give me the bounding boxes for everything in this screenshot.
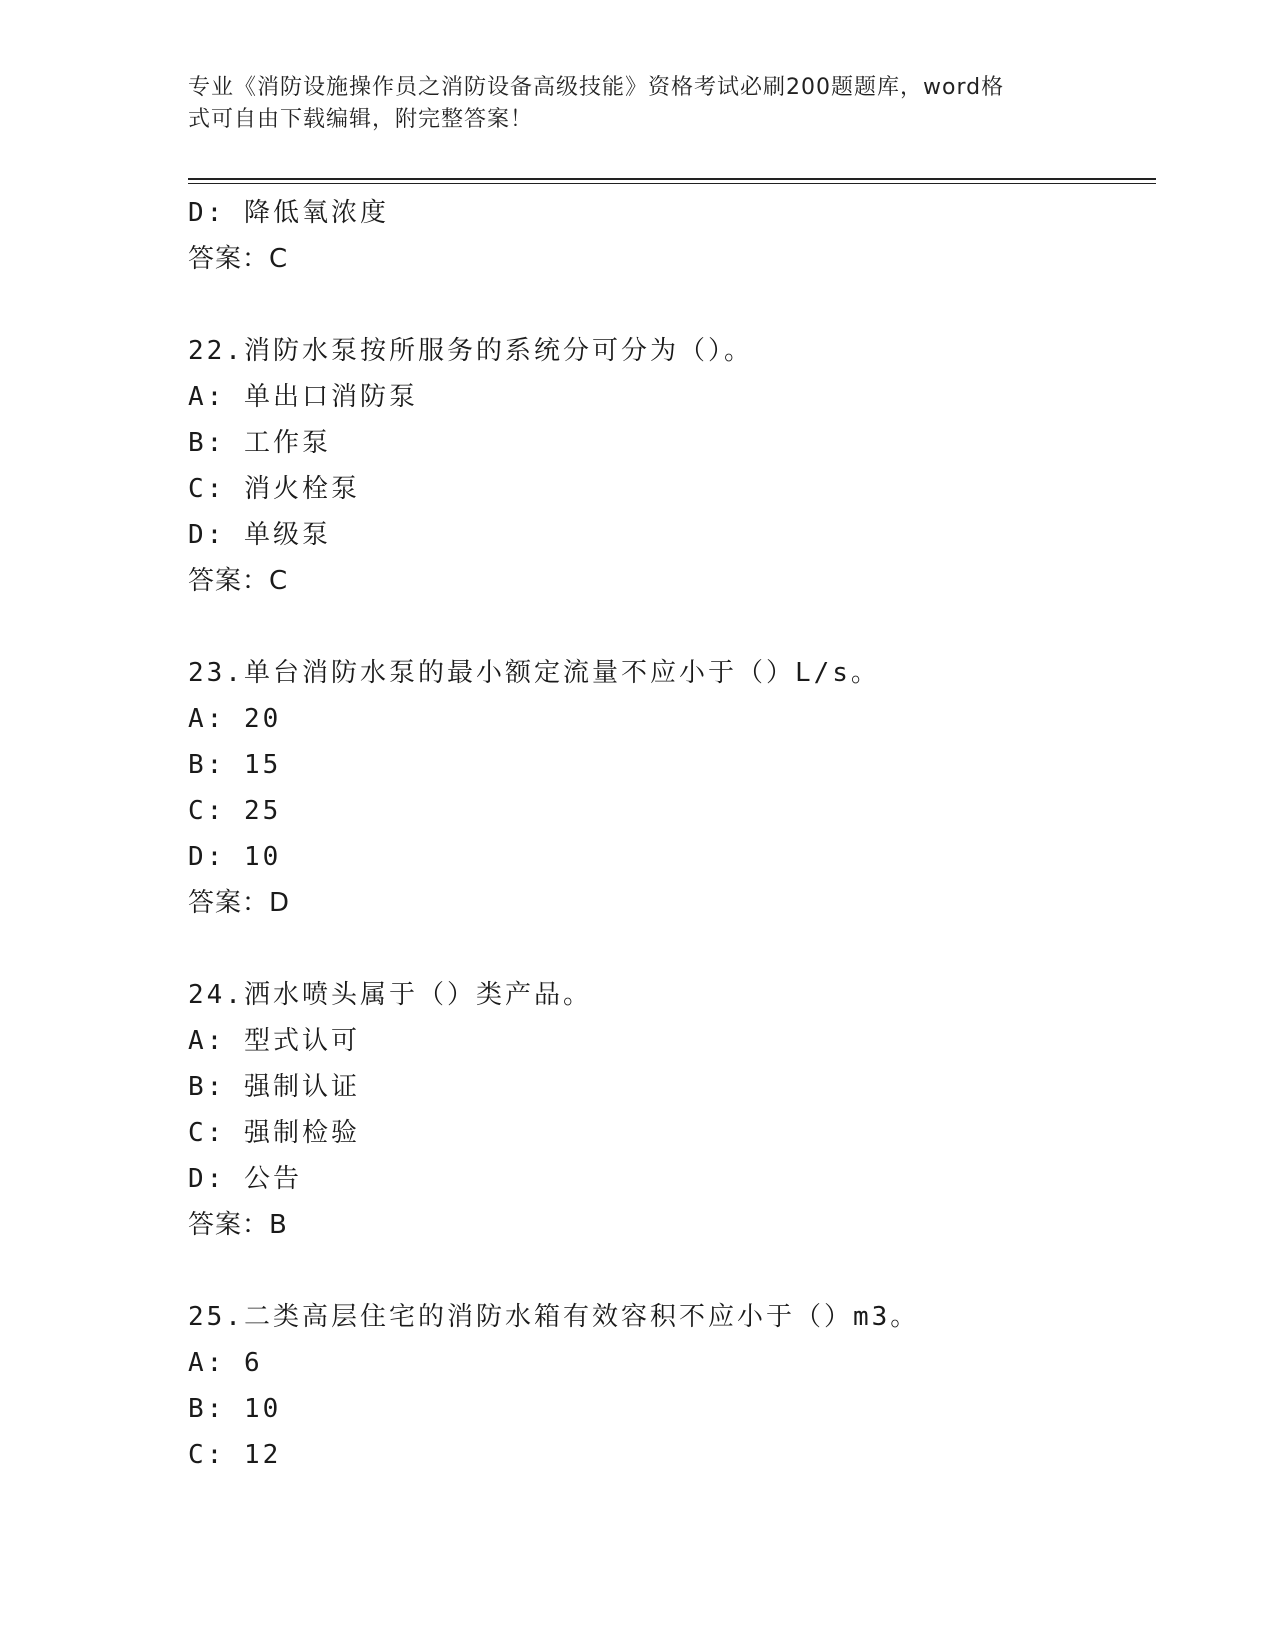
spacer (188, 604, 1156, 650)
spacer (188, 1248, 1156, 1294)
option-b: B: 工作泵 (188, 428, 331, 458)
question-23 (188, 650, 1156, 926)
header-divider-thin (188, 183, 1156, 184)
option-b: B: 15 (188, 750, 282, 780)
option-b: B: 强制认证 (188, 1072, 360, 1102)
spacer (188, 926, 1156, 972)
option-c: C: 12 (188, 1440, 282, 1470)
option-d: D: 公告 (188, 1164, 302, 1194)
header-line-2: 式可自由下载编辑，附完整答案！ (188, 107, 534, 132)
option-b: B: 10 (188, 1394, 282, 1424)
question-25 (188, 1294, 1156, 1478)
option-a: A: 型式认可 (188, 1026, 360, 1056)
option-c: C: 强制检验 (188, 1118, 360, 1148)
option-c: C: 消火栓泵 (188, 474, 360, 504)
answer-line: 答案：C (188, 566, 289, 596)
question-stem: 23.单台消防水泵的最小额定流量不应小于（）L/s。 (188, 658, 880, 688)
question-24 (188, 972, 1156, 1248)
question-list (188, 190, 1156, 1478)
option-d: D: 单级泵 (188, 520, 331, 550)
answer-line: 答案：B (188, 1210, 288, 1240)
spacer (188, 282, 1156, 328)
question-stem: 22.消防水泵按所服务的系统分可分为（）。 (188, 336, 753, 366)
option-d: D: 降低氧浓度 (188, 198, 389, 228)
option-d: D: 10 (188, 842, 282, 872)
answer-line: 答案：D (188, 888, 291, 918)
question-22 (188, 328, 1156, 604)
question-stem: 24.洒水喷头属于（）类产品。 (188, 980, 592, 1010)
option-a: A: 20 (188, 704, 282, 734)
question-stem: 25.二类高层住宅的消防水箱有效容积不应小于（）m3。 (188, 1302, 920, 1332)
option-a: A: 6 (188, 1348, 263, 1378)
carryover-question (188, 190, 1156, 282)
option-a: A: 单出口消防泵 (188, 382, 418, 412)
header-line-1: 专业《消防设施操作员之消防设备高级技能》资格考试必刷200题题库，word格 (188, 75, 1005, 100)
answer-line: 答案：C (188, 244, 289, 274)
document-header (188, 72, 1078, 136)
option-c: C: 25 (188, 796, 282, 826)
header-divider (188, 178, 1156, 180)
